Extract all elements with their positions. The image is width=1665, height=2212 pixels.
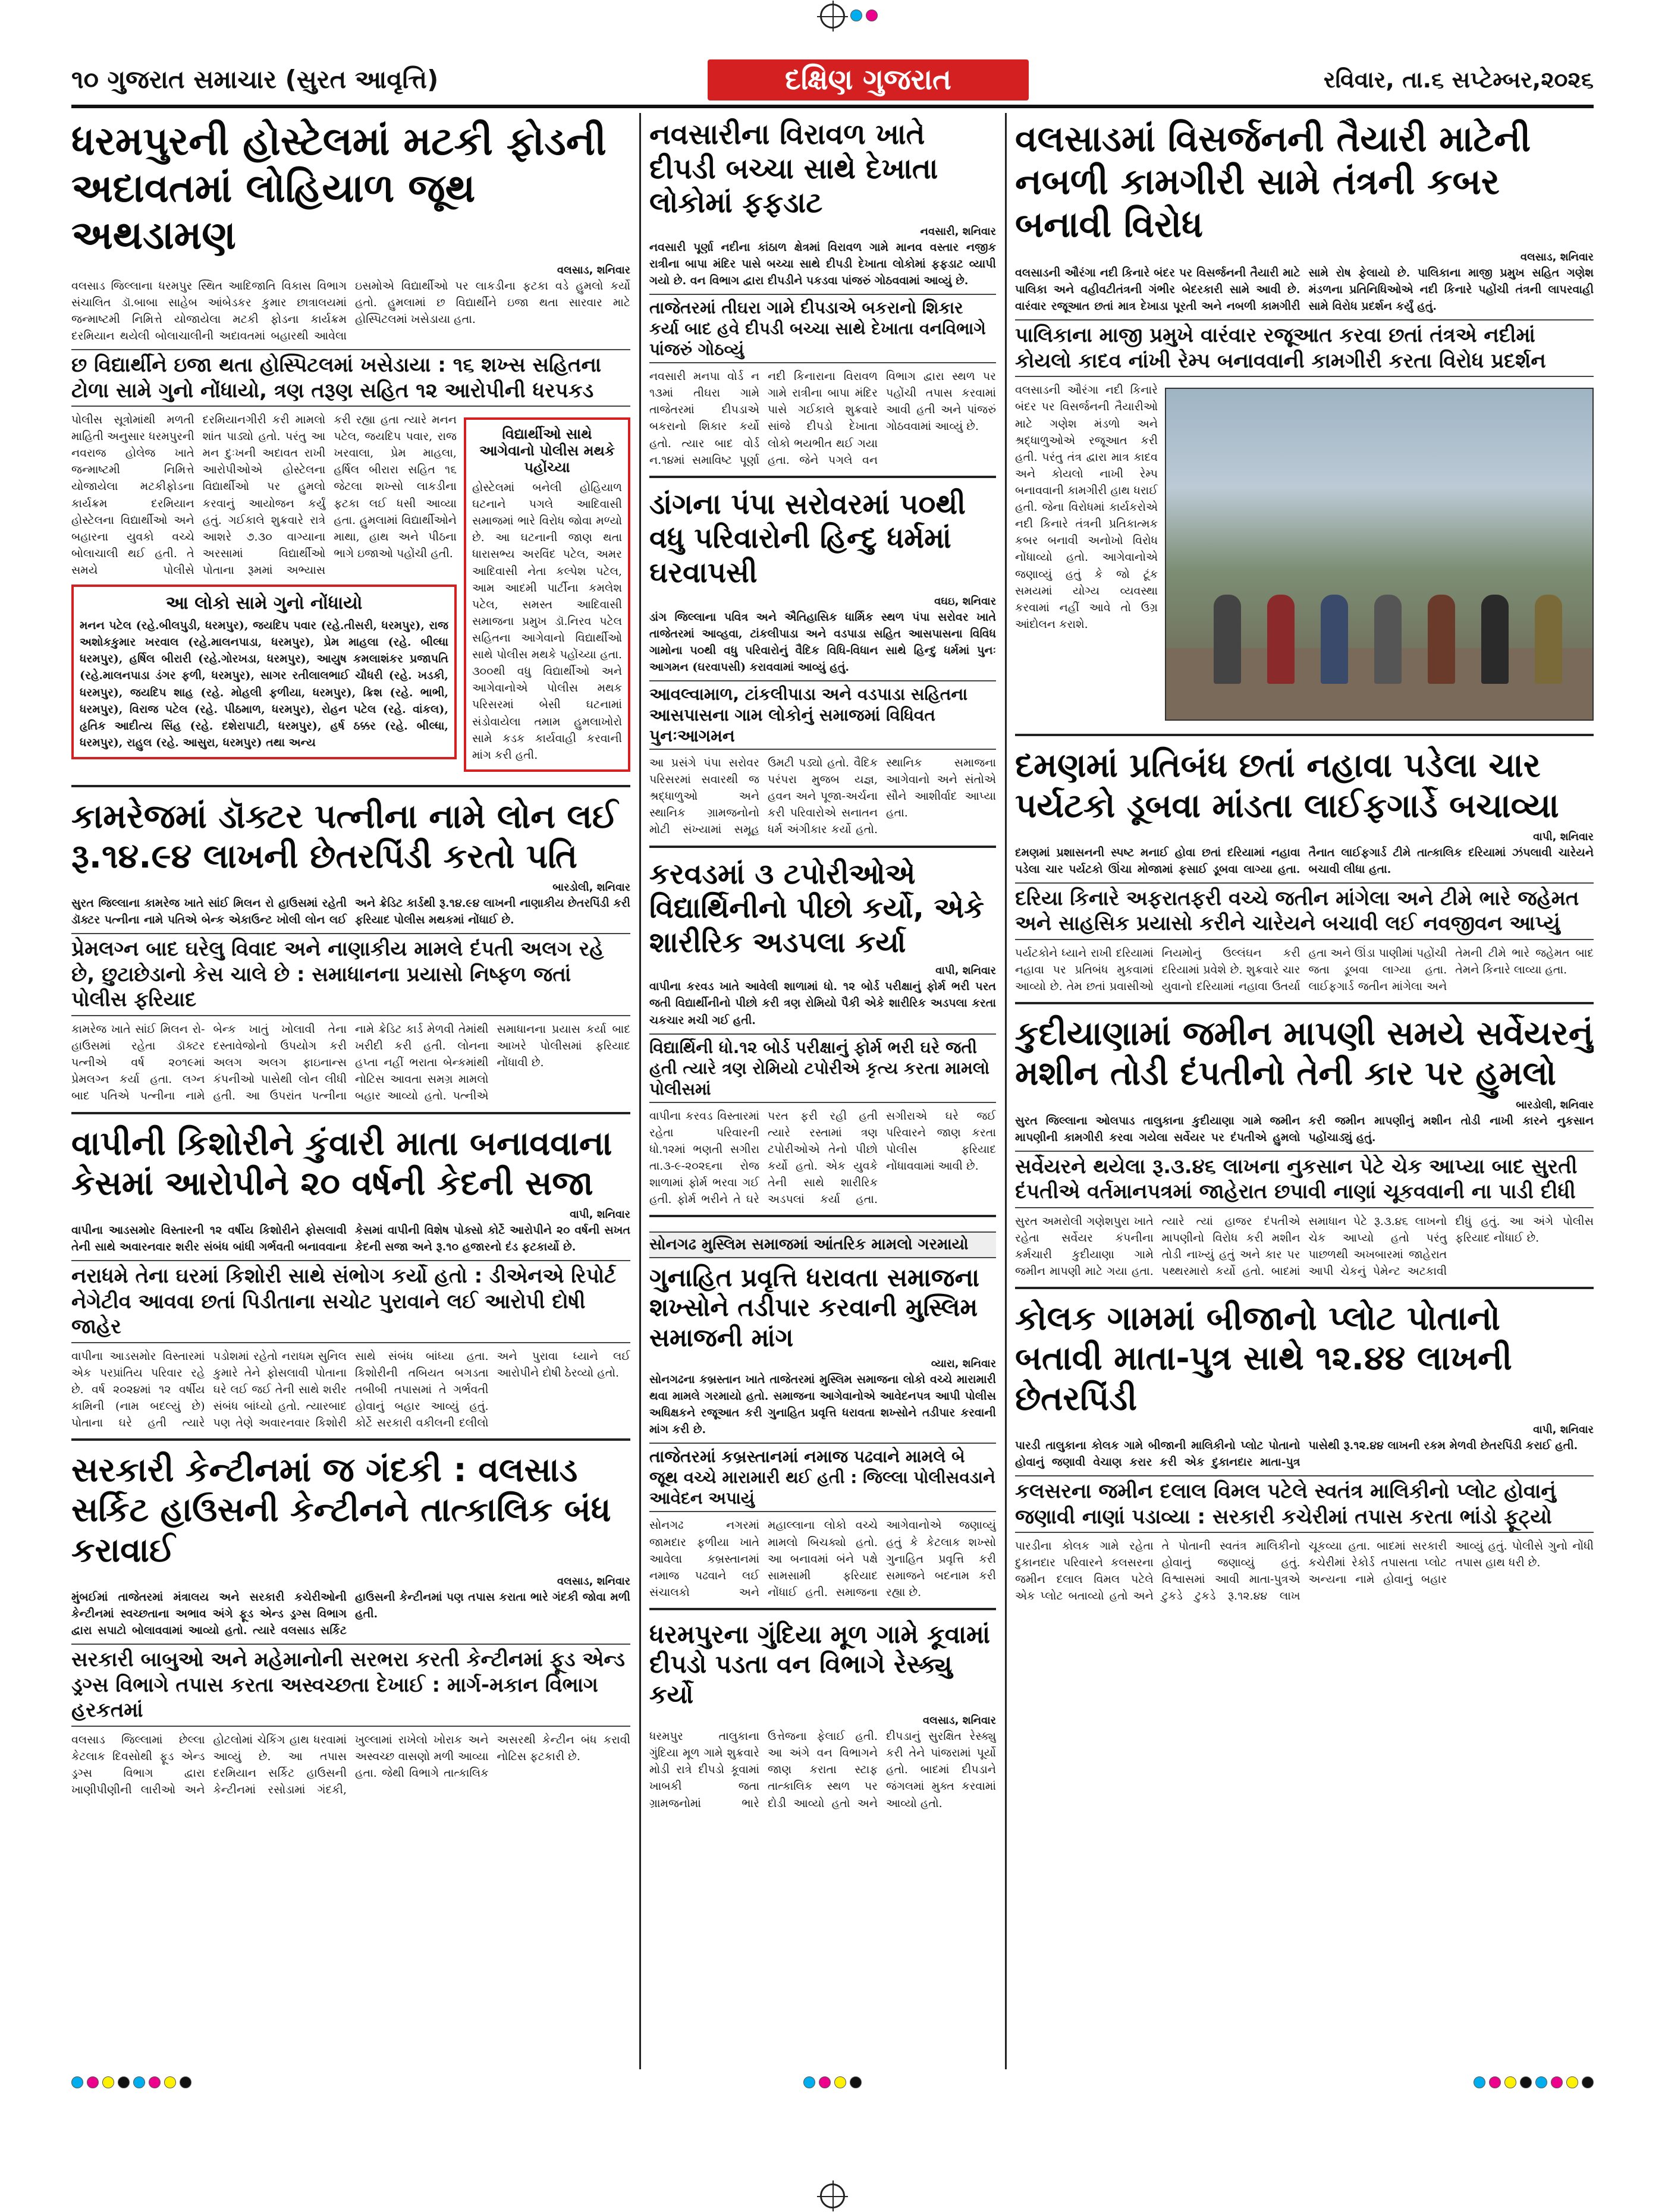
accused-list-box <box>71 585 457 759</box>
dateline: વલસાડ, શનિવાર <box>557 1575 630 1588</box>
dateline: વાપી, શનિવાર <box>570 1208 630 1221</box>
body-text: નવસારી પૂર્ણા નદીના કાંઠાળ ક્ષેત્રમાં વિરાવળ ગામે માનવ વસ્તાર નજીક રાત્રીના બાપા મંદિર પાસે બચ્ચા સાથે દીપડી દેખાતા લોકોમાં ફફડાટ વ્યાપી ગયો છે. વન વિભાગ દ્વારા દીપડીને પકડવા પાંજરું ગોઠવવામાં આવ્યું છે. <box>649 240 996 287</box>
subhead: સરકારી બાબુઓ અને મહેમાનોની સરભરા કરતી કેન્ટીનમાં ફૂડ એન્ડ ડ્રગ્સ વિભાગે તપાસ કરતા અસ્વચ્છતા દેખાઈ : માર્ગ-મકાન વિભાગ હરકતમાં <box>71 1644 630 1727</box>
dateline: બારડોલી, શનિવાર <box>1516 1098 1594 1111</box>
subhead: છ વિદ્યાર્થીને ઇજા થતા હોસ્પિટલમાં ખસેડાયા : ૧૬ શખ્સ સહિતના ટોળા સામે ગુનો નોંધાયો, ત્રણ તરૂણ સહિત ૧૨ આરોપીની ધરપકડ <box>71 349 630 407</box>
body-text: પોલીસ સૂત્રોમાંથી મળતી માહિતી અનુસાર ધરમપુરની નવરાજ હોલેજ ખાતે જન્માષ્ટમી નિમિત્તે યોજાયેલા મટકીફોડના કાર્યક્રમ દરમિયાન હોસ્ટેલના વિદ્યાર્થીઓ અને બહારના યુવકો વચ્ચે બોલાચાલી થઈ હતી. તે સમયે પોલીસે દરમિયાનગીરી કરી મામલો શાંત પાડ્યો હતો. પરંતુ આ મન દુઃખની અદાવત રાખી આરોપીઓએ હોસ્ટેલના વિદ્યાર્થીઓ પર હુમલો કરવાનું આયોજન કર્યું હતું. ગઈકાલે શુક્રવારે રાત્રે આશરે ૭.૩૦ વાગ્યાના અરસામાં વિદ્યાર્થીઓ પોતાના રૂમમાં અભ્યાસ કરી રહ્યા હતા ત્યારે મનન પટેલ, જયદિપ પવાર, રાજ ખરવાલા, પ્રેમ માહલા, હર્ષિલ બીરારા સહિત ૧૬ જેટલા શખ્સો લાકડીના ફટકા લઈ ધસી આવ્યા હતા. હુમલામાં વિદ્યાર્થીઓને માથા, હાથ અને પીઠના ભાગે ઇજાઓ પહોંચી હતી. <box>71 413 457 577</box>
body-text: વલસાડની ઔરંગા નદી કિનારે બંદર પર વિસર્જનની તૈયારીઓ માટે ગણેશ મંડળો અને શ્રદ્ધાળુઓએ રજૂઆત કરી હતી. પરંતુ તંત્ર દ્વારા માત્ર કાદવ અને કોયલો નાખી રેમ્પ બનાવવાની કામગીરી હાથ ધરાઈ હતી. જેના વિરોધમાં કાર્યકરોએ નદી કિનારે તંત્રની પ્રતિકાત્મક કબર બનાવી અનોખો વિરોધ નોંધાવ્યો હતો. આગેવાનોએ જણાવ્યું હતું કે જો ટૂંક સમયમાં યોગ્ય વ્યવસ્થા કરવામાં નહીં આવે તો ઉગ્ર આંદોલન કરાશે. <box>1015 384 1158 631</box>
headline: કોલક ગામમાં બીજાનો પ્લોટ પોતાનો બતાવી માતા-પુત્ર સાથે ૧૨.૪૪ લાખની છેતરપિંડી <box>1015 1299 1512 1418</box>
registration-mark-bottom <box>820 2183 845 2208</box>
body-text: વલસાડની ઔરંગા નદી કિનારે બંદર પર વિસર્જનની તૈયારી માટે પાલિકા અને વહીવટીતંત્રની ગંભીર બેદરકારી સામે આવી છે. વારંવાર રજૂઆત છતાં માત્ર દેખાડા પૂરતી અને નબળી કામગીરી સામે રોષ ફેલાયો છે. પાલિકાના માજી પ્રમુખ સહિત ગણેશ મંડળના પ્રતિનિધિઓએ નદી કિનારે પહોંચી તંત્રની લાપરવાહી સામે વિરોધ પ્રદર્શન કર્યું હતું. <box>1015 266 1594 313</box>
middle-column <box>639 113 996 2069</box>
subhead: નરાધમે તેના ઘરમાં કિશોરી સાથે સંભોગ કર્યો હતો : ડીએનએ રિપોર્ટ નેગેટીવ આવવા છતાં પિડીતાના સચોટ પુરાવાને લઈ આરોપી દોષી જાહેર <box>71 1260 630 1343</box>
paper-name: ૧૦ ગુજરાત સમાચાર (સુરત આવૃત્તિ) <box>71 65 439 94</box>
dateline: નવસારી, શનિવાર <box>920 225 996 238</box>
dateline: વલસાડ, શનિવાર <box>1520 251 1594 263</box>
issue-date: રવિવાર, તા.૬ સપ્ટેમ્બર,૨૦૨૬ <box>1323 66 1594 93</box>
story-dang-pampa-sarovar <box>649 483 996 848</box>
dateline: વાપી, શનિવાર <box>1533 830 1594 843</box>
registration-mark-top <box>820 4 845 29</box>
dateline: વ્યારા, શનિવાર <box>931 1357 996 1370</box>
box-title: વિદ્યાર્થીઓ સાથે આગેવાનો પોલીસ મથકે પહોંચ્યા <box>479 426 615 476</box>
headline: વલસાડમાં વિસર્જનની તૈયારી માટેની નબળી કામગીરી સામે તંત્રની કબર બનાવી વિરોધ <box>1015 118 1531 246</box>
box-text: મનન પટેલ (રહે.બીલપુડી, ધરમપુર), જયદિપ પવાર (રહે.તીસરી, ધરમપુર), રાજ અશોકકુમાર ખરવાલ (રહે.માલનપાડા, ધરમપુર), પ્રેમ માહલા (રહે. બીલ્ધા ધરમપુર), હર્ષિલ બીરારી (રહે.ગોરખડા, ધરમપુર), આયુષ કમલાશંકર પ્રજાપતિ (રહે.માલનપાડા ડંગર ફળી, ધરમપુર), સાગર રતીલાલભાઈ ચૌધરી (રહે. ખડકી, ધરમપુર), જયદિપ શાહ (રહે. મોહલી ફળીયા, ધરમપુર), ક્રિશ (રહે. ભાભી, ધરમપુર), વિરાજ પટેલ (રહે. પીઠમાળ, ધરમપુર), રોહન પટેલ (રહે. વાંકલ), હૃતિક આદીત્ય સિંહ (રહે. દશેરાપાટી, ધરમપુર), હર્ષ ઠક્કર (રહે. બીલ્ધા, ધરમપુર), રાહુલ (રહે. આસુરા, ધરમપુર) તથા અન્ય <box>80 619 448 749</box>
body-text: દમણમાં પ્રશાસનની સ્પષ્ટ મનાઈ હોવા છતાં દરિયામાં નહાવા પડેલા ચાર પર્યટકો ઊંચા મોજામાં ફસાઈ ડૂબવા લાગ્યા હતા. તૈનાત લાઈફગાર્ડ ટીમે તાત્કાલિક દરિયામાં ઝંપલાવી ચારેયને બચાવી લીધા હતા. <box>1015 846 1594 876</box>
section-title: દક્ષિણ ગુજરાત <box>708 59 1029 100</box>
body-text: નવસારી મનપા વોર્ડ ન ૧૩માં તીઘરા ગામે તાજેતરમાં દીપડાએ બકરાનો શિકાર કર્યો હતો. ત્યાર બાદ વોર્ડ ન.૧૪માં સમાવિષ્ટ પૂર્ણા નદી કિનારાના વિરાવળ ગામે રાત્રીના બાપા મંદિર પાસે ગઈકાલે શુક્રવારે સાંજે દીપડો દેખાતા લોકો ભયભીત થઈ ગયા હતા. જેને પગલે વન વિભાગ દ્વારા સ્થળ પર પહોંચી તપાસ કરવામાં આવી હતી અને પાંજરું ગોઠવવામાં આવ્યું છે. <box>649 370 996 467</box>
subhead: આવલ્વામાળ, ટાંકલીપાડા અને વડપાડા સહિતના આસપાસના ગામ લોકોનું સમાજમાં વિધિવત પુનઃઆગમન <box>649 680 996 750</box>
headline: કરવડમાં ૩ ટપોરીઓએ વિદ્યાર્થિનીનો પીછો કર્યો, એકે શારીરિક અડપલા કર્યા <box>649 857 985 959</box>
subhead: દરિયા કિનારે અફરાતફરી વચ્ચે જતીન માંગેલા અને ટીમે ભારે જહેમત અને સાહસિક પ્રયાસો કરીને ચારેયને બચાવી લઈ નવજીવન આપ્યું <box>1015 882 1594 940</box>
subhead: તાજેતરમાં કબ્રસ્તાનમાં નમાજ પઢવાને મામલે બે જૂથ વચ્ચે મારામારી થઈ હતી : જિલ્લા પોલીસવડાને આવેદન અપાયું <box>649 1443 996 1512</box>
headline: ધરમપુરની હોસ્ટેલમાં મટકી ફોડની અદાવતમાં લોહિયાળ જૂથ અથડામણ <box>71 118 607 259</box>
body-text: વાપીના કરવડ ખાતે આવેલી શાળામાં ધો. ૧૨ બોર્ડ પરીક્ષાનું ફોર્મ ભરી પરત જતી વિદ્યાર્થીનીનો પીછો કરી ત્રણ રોમિયો પૈકી એકે શારીરિક અડપલા કરતા ચકચાર મચી ગઈ હતી. <box>649 980 996 1027</box>
headline: દમણમાં પ્રતિબંધ છતાં નહાવા પડેલા ચાર પર્યટકો ડૂબવા માંડતા લાઈફગાર્ડે બચાવ્યા <box>1015 746 1559 825</box>
dateline: વાપી, શનિવાર <box>935 964 996 978</box>
body-text: પારડી તાલુકાના કોલક ગામે બીજાની માલિકીનો પ્લોટ પોતાનો હોવાનું જણાવી વેચાણ કરાર કરી એક દુકાનદાર માતા-પુત્ર પાસેથી રૂ.૧૨.૪૪ લાખની રકમ મેળવી છેતરપિંડી કરાઈ હતી. <box>1015 1438 1578 1469</box>
subhead: વિદ્યાર્થિની ધો.૧૨ બોર્ડ પરીક્ષાનું ફોર્મ ભરી ઘરે જતી હતી ત્યારે ત્રણ રોમિયો ટપોરીએ કૃત્ય કરતા મામલો પોલીસમાં <box>649 1033 996 1103</box>
body-text: ડાંગ જિલ્લાના પવિત્ર અને ઐતિહાસિક ધાર્મિક સ્થળ પંપા સરોવર ખાતે તાજેતરમાં આવ્હવા, ટાંકલીપાડા અને વડપાડા સહિત આસપાસના વિવિધ ગામોના ૫૦થી વધુ પરિવારોનું વૈદિક વિધિ-વિધાન સાથે હિન્દુ ધર્મમાં પુનઃ આગમન (ઘરવાપસી) કરાવવામાં આવ્યું હતું. <box>649 610 996 674</box>
story-kolak-plot-fraud <box>1015 1294 1594 1611</box>
box-title: આ લોકો સામે ગુનો નોંધાયો <box>165 593 363 614</box>
headline: કુદીયાણામાં જમીન માપણી સમયે સર્વેયરનું મશીન તોડી દંપતીનો તેની કાર પર હુમલો <box>1015 1014 1594 1094</box>
story-valsad-canteen <box>71 1446 630 1805</box>
dateline: વઘઇ, શનિવાર <box>934 595 996 608</box>
body-text: વાપીના કરવડ વિસ્તારમાં રહેતા પરિવારની ધો.૧૨માં ભણતી સગીરા તા.૩-૯-૨૦૨૬ના રોજ શાળામાં ફોર્મ ભરવા ગઈ હતી. ફોર્મ ભરીને તે ઘરે પરત ફરી રહી હતી ત્યારે રસ્તામાં ત્રણ ટપોરીઓએ તેનો પીછો કર્યો હતો. એક યુવકે તેની સાથે શારીરિક અડપલાં કર્યા હતા. સગીરાએ ઘરે જઈ પરિવારને જાણ કરતા પોલીસ ફરિયાદ નોંધાવવામાં આવી છે. <box>649 1109 996 1206</box>
body-text: પારડીના કોલક ગામે રહેતા દુકાનદાર પરિવારને કલસરના જમીન દલાલ વિમલ પટેલે એક પ્લોટ બતાવ્યો હતો અને તે પોતાની સ્વતંત્ર માલિકીનો હોવાનું જણાવ્યું હતું. વિશ્વાસમાં આવી માતા-પુત્રએ ટુકડે ટુકડે રૂ.૧૨.૪૪ લાખ ચૂકવ્યા હતા. બાદમાં સરકારી કચેરીમાં રેકોર્ડ તપાસતા પ્લોટ અન્યના નામે હોવાનું બહાર આવ્યું હતું. પોલીસે ગુનો નોંધી તપાસ હાથ ધરી છે. <box>1015 1539 1594 1603</box>
story-dharampur-hostel <box>71 113 630 787</box>
color-bar-top <box>850 10 878 21</box>
subhead: સર્વેયરને થયેલા રૂ.૩.૪૬ લાખના નુકસાન પેટે ચેક આપ્યા બાદ સુરતી દંપતીએ વર્તમાનપત્રમાં જાહેરાત છપાવી નાણાં ચૂકવવાની ના પાડી દીધી <box>1015 1151 1594 1208</box>
leaders-box <box>464 417 630 772</box>
dateline: વાપી, શનિવાર <box>1533 1423 1594 1436</box>
body-text: વાપીના આડસમોર વિસ્તારની ૧૨ વર્ષીય કિશોરીને ફોસલાવી તેની સાથે અવારનવાર શરીર સંબંધ બાંધી ગર્ભવતી બનાવવાના કેસમાં વાપીની વિશેષ પોક્સો કોર્ટે આરોપીને ૨૦ વર્ષની સખત કેદની સજા અને રૂ.૧૦ હજારનો દંડ ફટકાર્યો છે. <box>71 1223 630 1253</box>
body-text: ધરમપુર તાલુકાના ગુંદિયા મૂળ ગામે શુક્રવારે મોડી રાત્રે દીપડો કૂવામાં ખાબકી જતા ગ્રામજનોમાં ભારે ઉત્તેજના ફેલાઈ હતી. આ અંગે વન વિભાગને જાણ કરાતા સ્ટાફ તાત્કાલિક સ્થળ પર દોડી આવ્યો હતો અને દીપડાનું સુરક્ષિત રેસ્ક્યુ કરી તેને પાંજરામાં પૂર્યો હતો. બાદમાં દીપડાને જંગલમાં મુક્ત કરવામાં આવ્યો હતો. <box>649 1730 996 1810</box>
river-bank-protest-photo <box>1165 388 1594 721</box>
body-text: આ પ્રસંગે પંપા સરોવર પરિસરમાં સવારથી જ શ્રદ્ધાળુઓ અને સ્થાનિક ગ્રામજનોનો મોટી સંખ્યામાં સમૂહ ઉમટી પડ્યો હતો. વૈદિક પરંપરા મુજબ યજ્ઞ, હવન અને પૂજા-અર્ચના કરી પરિવારોએ સનાતન ધર્મ અંગીકાર કર્યો હતો. સ્થાનિક સમાજના આગેવાનો અને સંતોએ સૌને આશીર્વાદ આપ્યા હતા. <box>649 756 996 837</box>
subhead: તાજેતરમાં તીઘરા ગામે દીપડાએ બકરાનો શિકાર કર્યા બાદ હવે દીપડી બચ્ચા સાથે દેખાતા વનવિભાગે પાંજરું ગોઠવ્યું <box>649 294 996 363</box>
subhead: પ્રેમલગ્ન બાદ ઘરેલુ વિવાદ અને નાણાકીય મામલે દંપતી અલગ રહે છે, છુટાછેડાનો કેસ ચાલે છે : સમાધાનના પ્રયાસો નિષ્ફળ જતાં પોલીસ ફરિયાદ <box>71 933 630 1016</box>
body-text: સુરત જિલ્લાના ઓલપાડ તાલુકાના કુદીયાણા ગામે જમીન માપણીની કામગીરી કરવા ગયેલા સર્વેયર પર દંપતીએ હુમલો કરી જમીન માપણીનું મશીન તોડી નાખી કારને નુકસાન પહોંચાડ્યું હતું. <box>1015 1114 1594 1144</box>
story-karvad-harassment <box>649 853 996 1218</box>
color-calibration-strip <box>71 2074 1594 2091</box>
headline: વાપીની કિશોરીને કુંવારી માતા બનાવવાના કેસમાં આરોપીને ૨૦ વર્ષની કેદની સજા <box>71 1124 612 1203</box>
body-text: સોનગઢ નગરમાં જામદાર ફળીયા ખાતે આવેલા કબ્રસ્તાનમાં નમાજ પઢવાને લઈ સંચાલકો અને મહાલ્લાના લોકો વચ્ચે મામલો બિચક્યો હતો. આ બનાવમાં બંને પક્ષે સામસામી ફરિયાદ નોંધાઈ હતી. સમાજના આગેવાનોએ જણાવ્યું હતું કે કેટલાક શખ્સો ગુનાહિત પ્રવૃત્તિ કરી સમાજને બદનામ કરી રહ્યા છે. <box>649 1519 996 1599</box>
story-songadh-community <box>649 1222 996 1610</box>
headline: ડાંગના પંપા સરોવરમાં ૫૦થી વધુ પરિવારોની હિન્દુ ધર્મમાં ઘરવાપસી <box>649 487 966 589</box>
body-text: સુરત જિલ્લાના કામરેજ ખાતે સાંઈ મિલન રો હાઉસમાં રહેતી ડૉક્ટર પત્નીના નામે પતિએ બેન્ક એકાઉન્ટ ખોલી લોન લઈ અને ક્રેડિટ કાર્ડથી રૂ.૧૪.૯૪ લાખની નાણાકીય છેતરપિંડી કરી ફરિયાદ પોલીસ મથકમાં નોંધાઈ છે. <box>71 897 630 927</box>
dateline: વલસાડ, શનિવાર <box>557 263 630 276</box>
body-text: પર્યટકોને ધ્યાને રાખી દરિયામાં નહાવા પર પ્રતિબંધ મુકવામાં આવ્યો છે. તેમ છતાં પ્રવાસીઓ નિયમોનું ઉલ્લંઘન કરી દરિયામાં પ્રવેશે છે. શુક્રવારે ચાર યુવાનો દરિયામાં નહાવા ઉતર્યા હતા અને ઊંડા પાણીમાં પહોંચી જતા ડૂબવા લાગ્યા હતા. લાઈફગાર્ડ જતીન માંગેલા અને તેમની ટીમે ભારે જહેમત બાદ તેમને કિનારે લાવ્યા હતા. <box>1015 946 1594 994</box>
body-text: વલસાડ જિલ્લામાં છેલ્લા કેટલાક દિવસોથી ફૂડ એન્ડ ડ્રગ્સ વિભાગ દ્વારા ખાણીપીણીની લારીઓ અને હોટલોમાં ચેકિંગ હાથ ધરવામાં આવ્યું છે. આ તપાસ દરમિયાન સર્કિટ હાઉસની કેન્ટીનમાં રસોડામાં ગંદકી, ખુલ્લામાં રાખેલો ખોરાક અને અસ્વચ્છ વાસણો મળી આવ્યા હતા. જેથી વિભાગે તાત્કાલિક અસરથી કેન્ટીન બંધ કરાવી નોટિસ ફટકારી છે. <box>71 1733 630 1796</box>
subhead: કલસરના જમીન દલાલ વિમલ પટેલે સ્વતંત્ર માલિકીનો પ્લોટ હોવાનું જણાવી નાણાં પડાવ્યા : સરકારી કચેરીમાં તપાસ કરતા ભાંડો ફૂટ્યો <box>1015 1475 1594 1533</box>
body-text: સુરત અમરોલી ગણેશપુરા ખાતે રહેતા સર્વેયર કંપનીના કર્મચારી કુદીયાણા ગામે જમીન માપણી માટે ગયા હતા. ત્યારે ત્યાં હાજર દંપતીએ માપણીનો વિરોધ કરી મશીન તોડી નાખ્યું હતું અને કાર પર પથ્થરમારો કર્યો હતો. બાદમાં સમાધાન પેટે રૂ.૩.૪૬ લાખનો ચેક આપ્યો હતો પરંતુ પાછળથી અખબારમાં જાહેરાત આપી ચેકનું પેમેન્ટ અટકાવી દીધું હતું. આ અંગે પોલીસ ફરિયાદ નોંધાઈ છે. <box>1015 1214 1594 1278</box>
body-text: મુંબઈમાં તાજેતરમાં મંત્રાલય અને સરકારી કચેરીઓની કેન્ટીનમાં સ્વચ્છતાના અભાવ અંગે ફૂડ એન્ડ ડ્રગ્સ વિભાગ દ્વારા સપાટો બોલાવવામાં આવ્યો હતો. ત્યારે વલસાડ સર્કિટ હાઉસની કેન્ટીનમાં પણ તપાસ કરાતા ભારે ગંદકી જોવા મળી હતી. <box>71 1590 630 1637</box>
body-text: સોનગઢના કબ્રસ્તાન ખાતે તાજેતરમાં મુસ્લિમ સમાજના લોકો વચ્ચે મારામારી થવા મામલે ગરમાયો હતો. સમાજના આગેવાનોએ આવેદનપત્ર આપી પોલીસ અધિક્ષકને રજૂઆત કરી ગુનાહિત પ્રવૃત્તિ ધરાવતા શખ્સોને તડીપાર કરવાની માંગ કરી છે. <box>649 1372 996 1437</box>
headline: નવસારીના વિરાવળ ખાતે દીપડી બચ્ચા સાથે દેખાતા લોકોમાં ફફડાટ <box>649 118 938 220</box>
kicker: સોનગઢ મુસ્લિમ સમાજમાં આંતરિક મામલો ગરમાયો <box>649 1231 996 1258</box>
story-dharampur-well-leopard <box>649 1615 996 1819</box>
masthead <box>71 55 1594 108</box>
headline: કામરેજમાં ડૉક્ટર પત્નીના નામે લોન લઈ રૂ.૧૪.૯૪ લાખની છેતરપિંડી કરતો પતિ <box>71 797 618 876</box>
right-column <box>1005 113 1594 2069</box>
box-text: હોસ્ટેલમાં બનેલી હોહિયાળ ઘટનાને પગલે આદિવાસી સમાજમાં ભારે વિરોધ જોવા મળ્યો છે. આ ઘટનાની જાણ થતા ધારાસભ્ય અરવિંદ પટેલ, અમર આદિવાસી નેતા કલ્પેશ પટેલ, આમ આદમી પાર્ટીના કમલેશ પટેલ, સમસ્ત આદિવાસી સમાજના પ્રમુખ ડૉ.નિરવ પટેલ સહિતના આગેવાનો વિદ્યાર્થીઓ સાથે પોલીસ મથકે પહોંચ્યા હતા. ૩૦૦થી વધુ વિદ્યાર્થીઓ અને આગેવાનોએ પોલીસ મથક પરિસરમાં બેસી ઘટનામાં સંડોવાયેલા તમામ હુમલાખોરો સામે કડક કાર્યવાહી કરવાની માંગ કરી હતી. <box>472 481 622 762</box>
subhead: પાલિકાના માજી પ્રમુખે વારંવાર રજૂઆત કરવા છતાં તંત્રએ નદીમાં કોયલો કાદવ નાંખી રેમ્પ બનાવવાની કામગીરી કરતા વિરોધ પ્રદર્શન <box>1015 319 1594 377</box>
body-text: કામરેજ ખાતે સાંઈ મિલન રો-હાઉસમાં રહેતા ડૉક્ટર પત્નીએ વર્ષ ૨૦૧૯માં પ્રેમલગ્ન કર્યા હતા. લગ્ન બાદ પતિએ પત્નીના નામે બેન્ક ખાતું ખોલાવી તેના દસ્તાવેજોનો ઉપયોગ કરી અલગ અલગ ફાઇનાન્સ કંપનીઓ પાસેથી લોન લીધી હતી. આ ઉપરાંત પત્નીના નામે ક્રેડિટ કાર્ડ મેળવી તેમાંથી ખરીદી કરી હતી. લોનના હપ્તા નહીં ભરાતા બેન્કમાંથી નોટિસ આવતા સમગ્ર મામલો બહાર આવ્યો હતો. પત્નીએ સમાધાનના પ્રયાસ કર્યા બાદ આખરે પોલીસમાં ફરિયાદ નોંધાવી છે. <box>71 1022 630 1103</box>
story-navsari-leopard <box>649 113 996 478</box>
headline: ગુનાહિત પ્રવૃત્તિ ધરાવતા સમાજના શખ્સોને તડીપાર કરવાની મુસ્લિમ સમાજની માંગ <box>649 1262 980 1352</box>
dateline: વલસાડ, શનિવાર <box>922 1714 996 1727</box>
story-valsad-immersion-protest <box>1015 113 1594 736</box>
story-kudiyana-surveyor <box>1015 1009 1594 1289</box>
dateline: બારડોલી, શનિવાર <box>552 881 630 894</box>
story-vapi-pocso <box>71 1119 630 1441</box>
story-daman-lifeguards <box>1015 741 1594 1004</box>
story-kamrej-loan-fraud <box>71 792 630 1114</box>
body-text: વાપીના આડસમોર વિસ્તારમાં એક પરપ્રાંતિય પરિવાર રહે છે. વર્ષ ૨૦૨૪માં ૧૨ વર્ષીય કામિની (નામ બદલ્યું છે) પોતાના ઘરે હતી ત્યારે પડોશમાં રહેતો નરાધમ સુનિલ કુમારે તેને ફોસલાવી પોતાના ઘરે લઈ જઈ તેની સાથે શરીર સંબંધ બાંધ્યો હતો. ત્યારબાદ પણ તેણે અવારનવાર કિશોરી સાથે સંબંધ બાંધ્યા હતા. કિશોરીની તબિયત બગડતા તબીબી તપાસમાં તે ગર્ભવતી હોવાનું બહાર આવ્યું હતું. કોર્ટે સરકારી વકીલની દલીલો અને પુરાવા ધ્યાને લઈ આરોપીને દોષી ઠેરવ્યો હતો. <box>71 1349 630 1430</box>
left-column <box>71 113 630 2069</box>
body-text: વલસાડ જિલ્લાના ધરમપુર સ્થિત આદિજાતિ વિકાસ વિભાગ સંચાલિત ડૉ.બાબા સાહેબ આંબેડકર કુમાર છાત્રાલયમાં જન્માષ્ટમી નિમિત્તે યોજાયેલા મટકી ફોડના કાર્યક્રમ દરમિયાન થયેલી બોલાચાલીની અદાવતમાં બહારથી આવેલા ઇસમોએ વિદ્યાર્થીઓ પર લાકડીના ફટકા વડે હુમલો કર્યો હતો. હુમલામાં છ વિદ્યાર્થીને ઇજા થતા સારવાર માટે હોસ્પિટલમાં ખસેડાયા હતા. <box>71 279 630 343</box>
headline: ધરમપુરના ગુંદિયા મૂળ ગામે કૂવામાં દીપડો પડતા વન વિભાગે રેસ્ક્યુ કર્યો <box>649 1619 990 1709</box>
headline: સરકારી કેન્ટીનમાં જ ગંદકી : વલસાડ સર્કિટ હાઉસની કેન્ટીનને તાત્કાલિક બંધ કરાવાઈ <box>71 1451 611 1570</box>
